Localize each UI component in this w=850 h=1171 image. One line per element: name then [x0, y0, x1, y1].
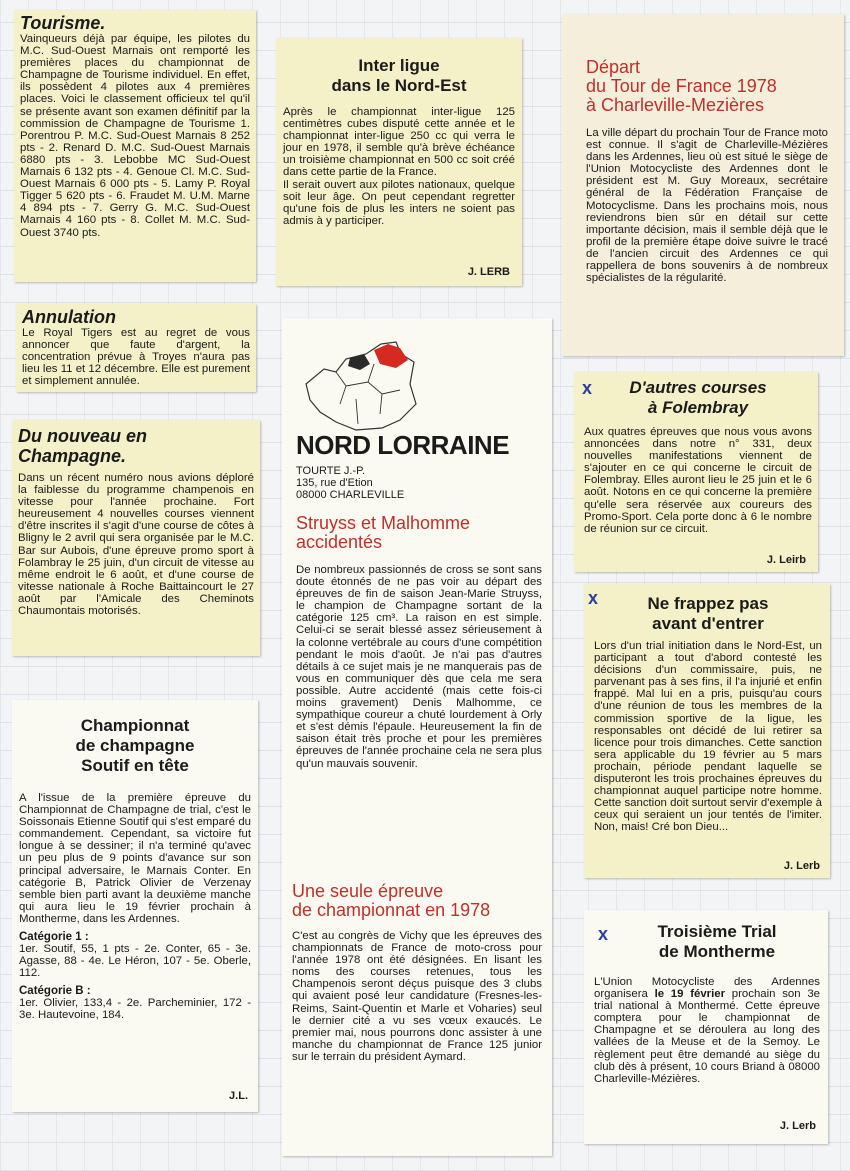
- article-body: C'est au congrès de Vichy que les épreuves des championnats de France de moto-cross pour l'année 1978 ont été désignées. En lisant les noms des courses retenues, tous les Champenois seront déçus puisque des 3 clubs qui avaient posé leur candidature (Fresnes-les-Reims, Saint-Quentin et Marle et Voharies) seul le dernier cité a vu ses vœux exaucés. Le premier mai, nous pourrons donc assister à une manche du championnat de France 125 junior sur le terrain du président Aymard.: [292, 930, 542, 1063]
- section-address: TOURTE J.-P. 135, rue d'Etion 08000 CHARLEVILLE: [296, 465, 405, 501]
- handwritten-check-mark: x: [598, 924, 609, 944]
- clipping-du-nouveau: [12, 420, 260, 656]
- clipping-title-line2: Champagne.: [18, 446, 127, 466]
- clipping-title-line2: à Folembray: [647, 398, 749, 417]
- article-title-line1: Struyss et Malhomme: [296, 513, 471, 533]
- handwritten-x-mark: x: [588, 588, 599, 608]
- clipping-interligue: [276, 38, 522, 286]
- clipping-body: Lors d'un trial initiation dans le Nord-Est, un participant a tout d'abord contesté les décisions d'un commissaire, puis, ne parvenant pas à ses fins, il l'a injurié et enfin frappé. Mal lui en a pris, puisqu'au cours d'une réunion de tous les membres de la commission sportive de la ligue, les responsables ont décidé de lui retirer sa licence pour trois dimanches. Cette sanction sera applicable du 19 février au 5 mars prochain, période pendant laquelle se disputeront les trois prochaines épreuves du championnat auquel participe notre homme. Cette sanction doit surtout servir d'exemple à ceux qui seraient un jour tentés de l'imiter. Non, mais! Cré bon Dieu...: [594, 640, 822, 834]
- category-b-results: 1er. Olivier, 133,4 - 2e. Parcheminier, 172 - 3e. Hautevoine, 184.: [19, 997, 251, 1022]
- clipping-body: Le Royal Tigers est au regret de vous annoncer que faute d'argent, la concentration prévue à Troyes n'aura pas lieu les 11 et 12 décembre. Elle est purement et simplement annulée.: [22, 327, 250, 388]
- article-body: De nombreux passionnés de cross se sont sans doute étonnés de ne pas voir au départ des épreuves de fin de saison Jean-Marie Struyss, le champion de Champagne sortant de la catégorie 125 cm³. La raison en est simple. Celui-ci se serait blessé assez sérieusement à la colonne vertébrale au cours d'une compétition pendant le mois d'août. Je n'ai pas d'autres détails à ce sujet mais je ne manquerais pas de vous en communiquer dès que cela me sera possible. Autre accidenté (mais cette fois-ci moins gravement) Denis Malhomme, ce sympathique coureur a chuté lourdement à Orly et s'est démis l'épaule. Heureusement la fin de saison était très proche et pour les premières épreuves de l'année prochaine cela ne sera plus qu'un mauvais souvenir.: [296, 564, 542, 770]
- article-title-line1: Une seule épreuve: [292, 881, 444, 901]
- category-b-label: Catégorie B :: [19, 985, 91, 998]
- clipping-depart-tour: [562, 14, 844, 356]
- clipping-title-line1: Du nouveau en: [18, 426, 148, 446]
- article-title-line2: accidentés: [296, 532, 383, 552]
- clipping-title: Tourisme.: [20, 13, 106, 33]
- article-title-line2: du Tour de France 1978: [586, 76, 777, 96]
- clipping-ne-frappez-pas: [584, 584, 830, 878]
- body-date: le 19 février: [654, 988, 726, 1001]
- clipping-title: Annulation: [22, 307, 116, 327]
- clipping-body: A l'issue de la première épreuve du Championnat de Champagne de trial, c'est le Soissonais Etienne Soutif qui s'est emparé du commandement. Cependant, sa victoire fut longue à se dessiner; il n'a terminé qu'avec un peu plus de 9 points d'avance sur son principal adversaire, le Marnais Conter. En catégorie B, Patrick Olivier de Verzenay semble bien parti avant la deuxième manche qui aura lieu le 19 février prochain à Montherme, dans les Ardennes.: [19, 792, 251, 925]
- signature: J. Lerb: [779, 1120, 816, 1132]
- clipping-title-line3: Soutif en tête: [81, 756, 189, 775]
- article-title-line3: à Charleville-Mezières: [586, 95, 765, 115]
- clipping-folembray: [574, 372, 818, 572]
- clipping-title-line1: Championnat: [80, 716, 190, 735]
- article-seule-epreuve: [292, 882, 542, 1063]
- signature: J. Leirb: [766, 554, 806, 566]
- clipping-body: Aux quatres épreuves que nous vous avons annoncées dans notre n° 331, deux nouvelles manifestations viennent de s'ajouter en ce qui concerne le circuit de Folembray. Elles auront lieu le 25 juin et le 6 août. Notons en ce qui concerne la première qu'elle sera réservée aux coureurs des Promo-Sport. Cela porte donc à 6 le nombre de réunion sur ce circuit.: [584, 426, 812, 535]
- clipping-title-line1: Troisième Trial: [657, 922, 777, 941]
- clipping-tourisme: [14, 10, 256, 282]
- category-1-results: 1er. Soutif, 55, 1 pts - 2e. Conter, 65 - 3e. Agasse, 88 - 4e. Le Héron, 107 - 5e. Oberle, 112.: [19, 943, 251, 980]
- category-1-label: Catégorie 1 :: [19, 931, 89, 944]
- region-map-icon: [296, 324, 426, 434]
- clipping-title-line2: de champagne: [75, 736, 195, 755]
- clipping-title-line1: D'autres courses: [629, 378, 767, 397]
- region-dark-shape: [348, 354, 370, 370]
- clipping-montherme: [584, 910, 828, 1144]
- clipping-soutif: [12, 700, 258, 1112]
- article-body: La ville départ du prochain Tour de France moto est connue. Il s'agit de Charleville-Mézières dans les Ardennes, lieu où est situé le siège de l'Union Motocycliste des Ardennes dont le président est M. Guy Moreaux, secrétaire général de la Fédération Française de Motocyclisme. Dans les prochains mois, nous reviendrons bien sûr en détail sur cette importante décision, mais il semble déjà que le profil de la première étape doive suivre le tracé de l'ancien circuit des Ardennes ce qui rappellera de bons souvenirs à de nombreux spécialistes de la régularité.: [586, 127, 828, 285]
- signature: J.L.: [229, 1090, 248, 1102]
- clipping-nord-lorraine: [282, 318, 552, 1156]
- article-struyss: [296, 514, 542, 770]
- clipping-title-line2: dans le Nord-Est: [331, 76, 467, 95]
- clipping-title-line1: Inter ligue: [358, 56, 440, 75]
- clipping-body: [594, 976, 820, 1085]
- region-red-shape: [374, 344, 408, 368]
- handwritten-x-mark: x: [582, 378, 593, 398]
- clipping-title-line2: avant d'entrer: [652, 614, 764, 633]
- article-title-line2: de championnat en 1978: [292, 900, 491, 920]
- clipping-body: Dans un récent numéro nous avions déploré la faiblesse du programme champenois en vitesse pour l'année prochaine. Fort heureusement 4 nouvelles courses viennent d'être inscrites il s'agit d'une course de côtes à Bligny le 2 avril qui sera organisée par le M.C. Bar sur Aubois, d'une épreuve promo sport à Folambray le 25 juin, d'un circuit de vitesse au même endroit le 6 août, et d'une course de vitesse nationale à Roche Baittaincourt le 27 août par l'Amicale des Cheminots Chaumontais motorisés.: [18, 472, 254, 618]
- body-part: L'Union Motocycliste des Ardennes organisera: [594, 976, 820, 1001]
- clipping-title-line1: Ne frappez pas: [647, 594, 769, 613]
- clipping-annulation: [16, 304, 256, 392]
- body-part: prochain son 3e trial national à Monthermé. Cette épreuve comptera pour le championnat de Champagne et se déroulera au long des vallées de la Meuse et de la Semoy. Le règlement peut être demandé au siège du club dès à présent, 10 cours Briand à 08000 Charleville-Mézières.: [594, 988, 820, 1085]
- article-title-line1: Départ: [586, 57, 641, 77]
- clipping-title-line2: de Montherme: [658, 942, 776, 961]
- clipping-body: Vainqueurs déjà par équipe, les pilotes du M.C. Sud-Ouest Marnais ont remporté les premières places du championnat de Champagne de Tourisme individuel. En effet, ils possèdent 4 pilotes aux 4 premières places. Voici le classement officieux tel qu'il se présente avant son examen définitif par la commission de Champagne de Tourisme 1. Porentrou P. M.C. Sud-Ouest Marnais 8 252 pts - 2. Renard D. M.C. Sud-Ouest Marnais 6880 pts - 3. Lebobbe MC Sud-Ouest Marnais 6 132 pts - 4. Genoue Cl. M.C. Sud-Ouest Marnais 6 000 pts - 5. Lamy P. Royal Tigger 5 620 pts - 6. Fraudet M. U.M. Marne 4 894 pts - 7. Gerry G. M.C. Sud-Ouest Marnais 4 160 pts - 8. Collet M. M.C. Sud-Ouest 3740 pts.: [20, 33, 250, 239]
- section-title: NORD LORRAINE: [296, 430, 510, 460]
- clipping-body: Après le championnat inter-ligue 125 centimètres cubes disputé cette année et le championnat inter-ligue 250 cc qui verra le jour en 1978, il semble qu'à brève échéance un troisième championnat en 500 cc soit créé dans cette partie de la France. Il serait ouvert aux pilotes nationaux, quelque soit leur âge. On peut cependant regretter qu'une fois de plus les inters ne soient pas admis à y participer.: [283, 106, 515, 227]
- signature: J. Lerb: [783, 860, 820, 872]
- signature: J. LERB: [467, 266, 510, 278]
